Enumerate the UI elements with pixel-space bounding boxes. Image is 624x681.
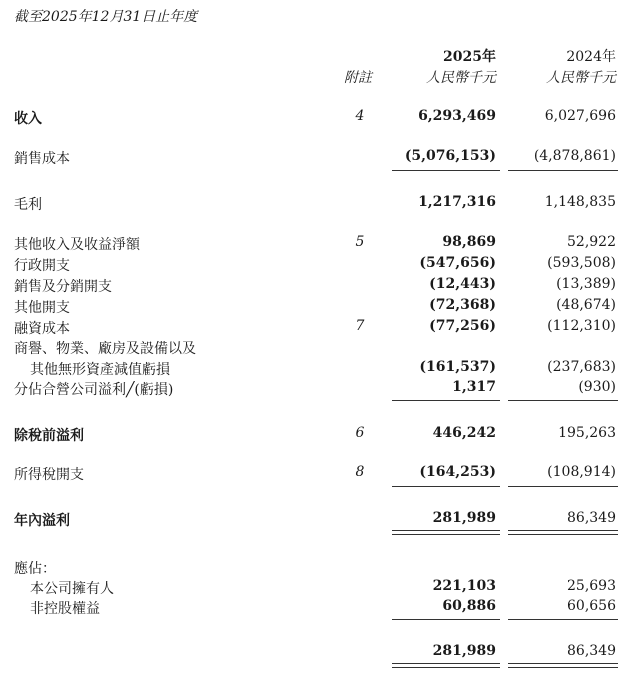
row-label: 除稅前溢利 bbox=[14, 428, 84, 444]
row-impairment-line2 bbox=[0, 359, 624, 379]
value-2024: (108,914) bbox=[547, 464, 616, 480]
subtotal-rule-2025 bbox=[392, 170, 500, 171]
subtotal-rule-2025 bbox=[392, 619, 500, 620]
row-cost-of-sales bbox=[0, 148, 624, 168]
subtotal-rule-2024 bbox=[508, 400, 618, 401]
value-2024: 86,349 bbox=[567, 643, 616, 659]
subtotal-rule-2025 bbox=[392, 400, 500, 401]
value-2025: 98,869 bbox=[442, 234, 496, 250]
row-label: 行政開支 bbox=[14, 258, 70, 274]
row-jv-share bbox=[0, 379, 624, 399]
row-owners bbox=[0, 578, 624, 598]
row-label: 分佔合營公司溢利╱(虧損) bbox=[14, 382, 174, 398]
value-2024: 195,263 bbox=[558, 425, 616, 441]
row-note: 7 bbox=[355, 318, 365, 334]
row-note: 8 bbox=[355, 464, 365, 480]
row-label: 其他開支 bbox=[14, 300, 70, 316]
total-double-rule-2025 bbox=[392, 663, 500, 668]
row-selling-expenses bbox=[0, 276, 624, 296]
col-2024-year: 2024年 bbox=[566, 49, 616, 65]
row-revenue bbox=[0, 108, 624, 128]
value-2025: 6,293,469 bbox=[418, 108, 496, 124]
row-label: 本公司擁有人 bbox=[30, 581, 114, 597]
value-2024: 86,349 bbox=[567, 510, 616, 526]
statement-period: 截至2025年12月31日止年度 bbox=[14, 9, 198, 25]
subtotal-rule-2025 bbox=[392, 486, 500, 487]
row-attributable-to bbox=[0, 558, 624, 578]
row-profit-for-year bbox=[0, 510, 624, 530]
subtotal-rule-2024 bbox=[508, 486, 618, 487]
row-label: 應佔： bbox=[14, 561, 56, 577]
row-label: 年內溢利 bbox=[14, 513, 70, 529]
row-gross-profit bbox=[0, 194, 624, 214]
row-label: 其他無形資產減值虧損 bbox=[30, 362, 170, 378]
row-income-tax bbox=[0, 464, 624, 484]
value-2024: (13,389) bbox=[556, 276, 616, 292]
row-label: 銷售及分銷開支 bbox=[14, 279, 112, 295]
value-2025: 446,242 bbox=[432, 425, 496, 441]
value-2025: 221,103 bbox=[432, 578, 496, 594]
value-2024: 60,656 bbox=[567, 598, 616, 614]
value-2025: 281,989 bbox=[432, 643, 496, 659]
value-2024: (112,310) bbox=[547, 318, 616, 334]
subtotal-rule-2024 bbox=[508, 170, 618, 171]
value-2024: (48,674) bbox=[556, 297, 616, 313]
total-double-rule-2025 bbox=[392, 530, 500, 535]
row-label: 毛利 bbox=[14, 197, 42, 213]
row-note: 6 bbox=[355, 425, 365, 441]
value-2025: (164,253) bbox=[419, 464, 496, 480]
value-2024: 1,148,835 bbox=[544, 194, 616, 210]
subtotal-rule-2024 bbox=[508, 619, 618, 620]
total-double-rule-2024 bbox=[508, 530, 618, 535]
value-2025: (72,368) bbox=[429, 297, 496, 313]
value-2025: 281,989 bbox=[432, 510, 496, 526]
value-2025: (5,076,153) bbox=[404, 148, 496, 164]
row-other-income bbox=[0, 234, 624, 254]
row-label: 收入 bbox=[14, 111, 42, 127]
row-note: 4 bbox=[355, 108, 365, 124]
row-label: 商譽、物業、廠房及設備以及 bbox=[14, 341, 196, 357]
value-2024: (930) bbox=[578, 379, 616, 395]
value-2025: (12,443) bbox=[429, 276, 496, 292]
row-label: 銷售成本 bbox=[14, 151, 70, 167]
row-label: 其他收入及收益淨額 bbox=[14, 237, 140, 253]
value-2024: 25,693 bbox=[567, 578, 616, 594]
value-2024: 52,922 bbox=[567, 234, 616, 250]
value-2025: 1,317 bbox=[452, 379, 496, 395]
col-2025-unit: 人民幣千元 bbox=[426, 70, 496, 86]
value-2025: (77,256) bbox=[429, 318, 496, 334]
row-attributable-total bbox=[0, 643, 624, 663]
col-2025-year: 2025年 bbox=[443, 49, 496, 65]
value-2024: (237,683) bbox=[547, 359, 616, 375]
value-2025: 60,886 bbox=[442, 598, 496, 614]
row-admin-expenses bbox=[0, 255, 624, 275]
value-2024: (4,878,861) bbox=[533, 148, 616, 164]
row-label: 非控股權益 bbox=[30, 601, 100, 617]
row-label: 所得稅開支 bbox=[14, 467, 84, 483]
row-non-controlling bbox=[0, 598, 624, 618]
row-note: 5 bbox=[355, 234, 365, 250]
value-2024: 6,027,696 bbox=[544, 108, 616, 124]
note-column-header: 附註 bbox=[344, 70, 372, 86]
total-double-rule-2024 bbox=[508, 663, 618, 668]
value-2025: 1,217,316 bbox=[418, 194, 496, 210]
value-2024: (593,508) bbox=[547, 255, 616, 271]
row-profit-before-tax bbox=[0, 425, 624, 445]
row-label: 融資成本 bbox=[14, 321, 70, 337]
row-finance-costs bbox=[0, 318, 624, 338]
value-2025: (547,656) bbox=[419, 255, 496, 271]
row-impairment-line1 bbox=[0, 338, 624, 358]
row-other-expenses bbox=[0, 297, 624, 317]
value-2025: (161,537) bbox=[419, 359, 496, 375]
col-2024-unit: 人民幣千元 bbox=[546, 70, 616, 86]
